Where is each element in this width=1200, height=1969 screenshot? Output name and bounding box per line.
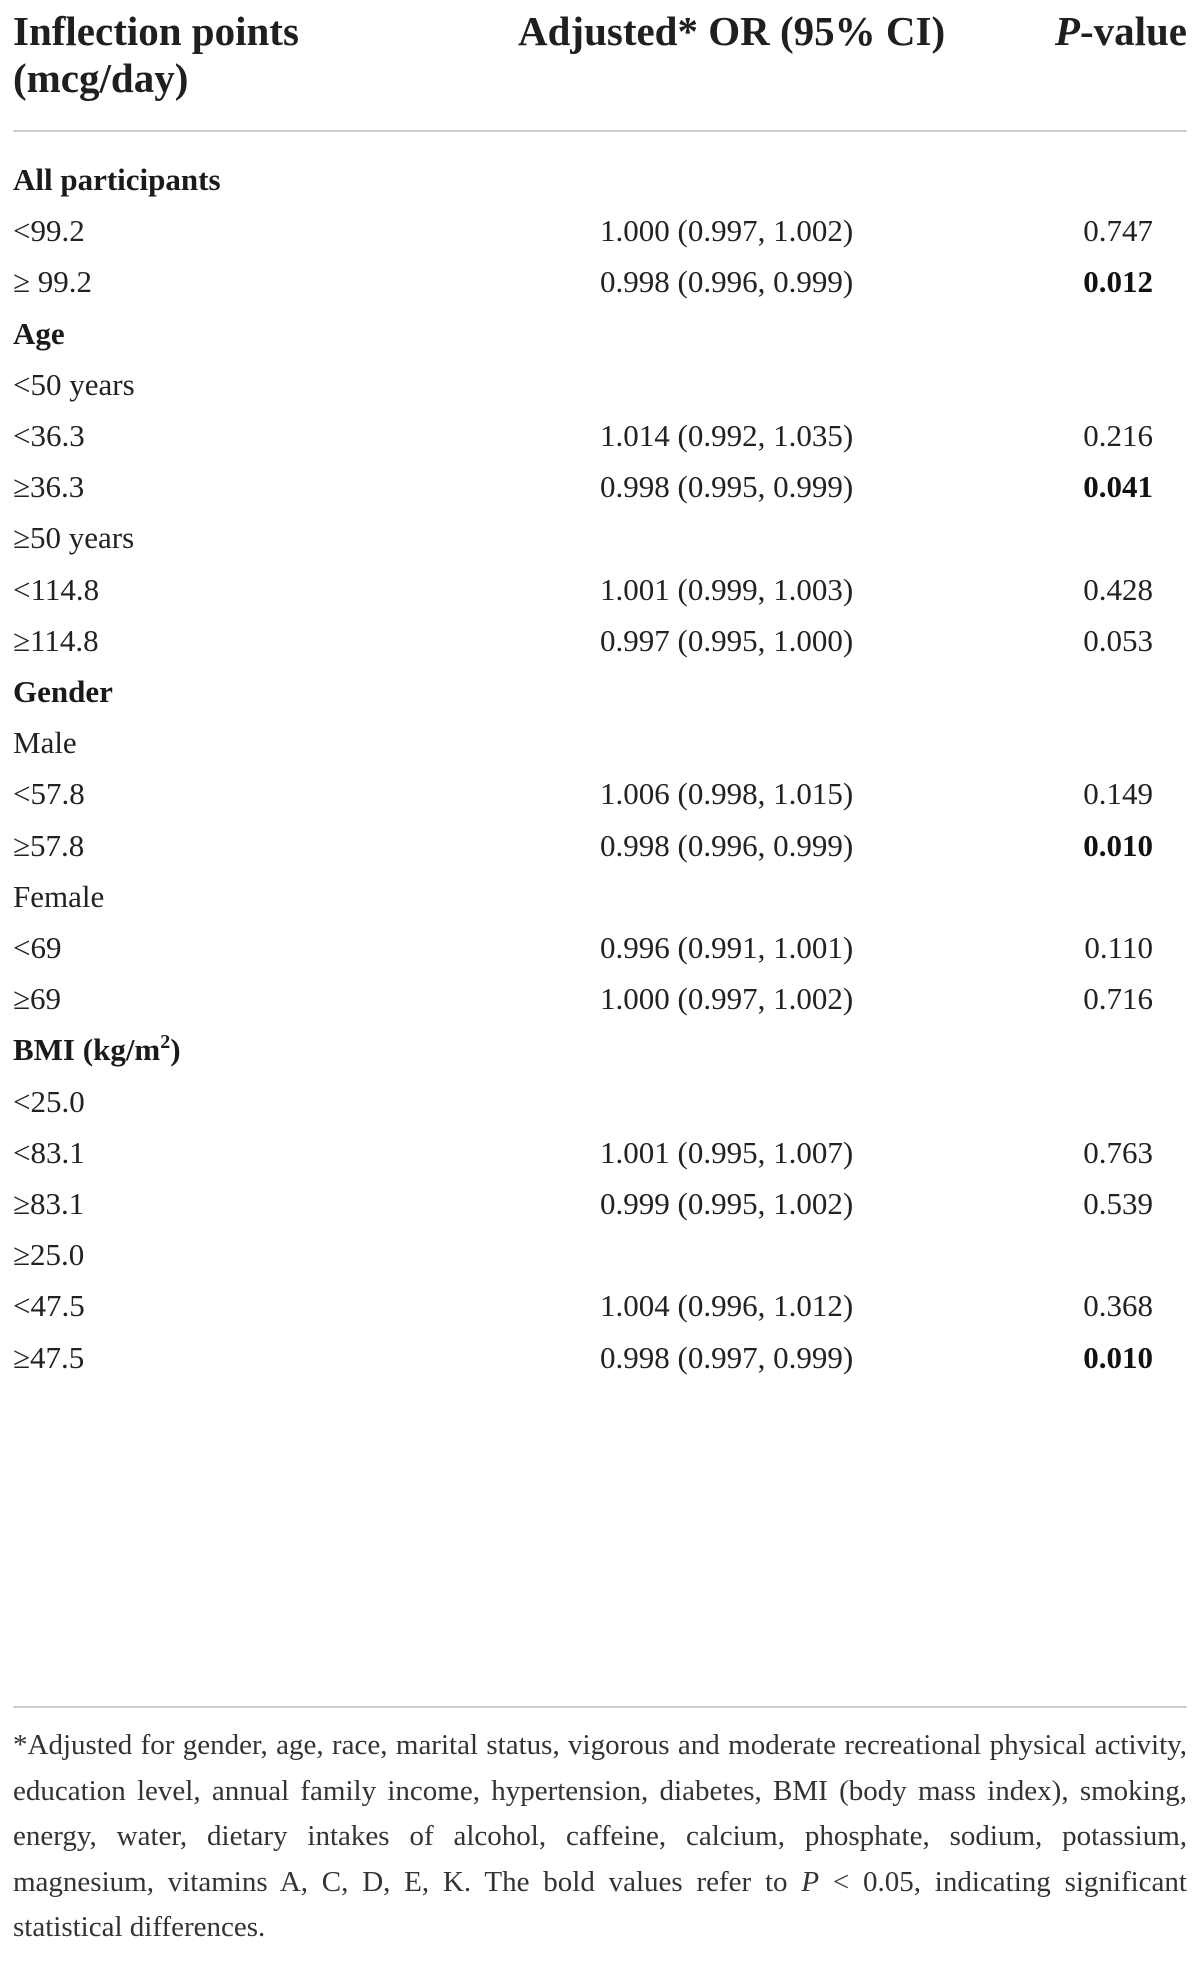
significant-p-value-cell: 0.041	[1083, 469, 1153, 505]
footnote-text: *Adjusted for gender, age, race, marital status, vigorous and moderate recreational physical activity, education level, annual family income, hypertension, diabetes, BMI (body mass index), smoking, energy, water, dietary intakes of alcohol, caffeine, calcium, phosphate, sodium, potassium, magnesium, vitamins A, C, D, E, K. The bold values refer to	[13, 1729, 1187, 1898]
row-label-text: ≥57.8	[13, 827, 85, 863]
superscript: 2	[160, 1031, 171, 1054]
row-label-text: BMI (kg/m	[13, 1032, 161, 1068]
footer-divider	[13, 1706, 1187, 1708]
odds-ratio-cell: 1.014 (0.992, 1.035)	[600, 418, 854, 453]
row-label-text: Age	[13, 315, 65, 351]
row-label-suffix: )	[170, 1032, 181, 1068]
row-label-text: ≥36.3	[13, 469, 85, 505]
row-label-text: <36.3	[13, 418, 85, 453]
row-label-text: Female	[13, 878, 105, 914]
significant-p-value-cell: 0.010	[1083, 1339, 1153, 1375]
odds-ratio-cell: 1.001 (0.995, 1.007)	[600, 1134, 854, 1170]
odds-ratio-cell: 1.001 (0.999, 1.003)	[600, 571, 854, 607]
row-label-text: <114.8	[13, 571, 100, 607]
header-divider	[13, 130, 1187, 132]
p-value-cell: 0.539	[1083, 1186, 1153, 1221]
odds-ratio-cell: 1.006 (0.998, 1.015)	[600, 776, 854, 812]
row-label-text: <57.8	[13, 776, 85, 812]
row-label-text: Gender	[13, 674, 113, 709]
odds-ratio-cell: 0.998 (0.995, 0.999)	[600, 469, 854, 505]
row-label	[13, 1326, 84, 1390]
p-value-cell: 0.368	[1083, 1288, 1153, 1324]
p-value-cell: 0.428	[1083, 571, 1153, 607]
row-label-text: ≥114.8	[13, 622, 99, 658]
significant-p-value-cell: 0.012	[1083, 264, 1153, 300]
p-value-cell: 0.110	[1084, 930, 1153, 965]
row-label-text: ≥47.5	[13, 1339, 85, 1375]
row-label-text: ≥50 years	[13, 520, 135, 556]
significant-p-value-cell: 0.010	[1083, 827, 1153, 863]
row-label-text: <25.0	[13, 1083, 85, 1119]
odds-ratio-cell: 0.997 (0.995, 1.000)	[600, 622, 854, 658]
footnote-p-symbol: P	[801, 1865, 820, 1898]
p-value-cell: 0.053	[1083, 622, 1153, 658]
odds-ratio-cell: 1.000 (0.997, 1.002)	[600, 213, 854, 249]
footnote-text-end: < 0.05, indicating significant statistical differences.	[13, 1865, 1187, 1943]
odds-ratio-cell: 0.998 (0.996, 0.999)	[600, 827, 854, 863]
table-footnote	[13, 1723, 1187, 1951]
column-header-p-value	[1055, 8, 1187, 55]
odds-ratio-cell: 1.000 (0.997, 1.002)	[600, 981, 854, 1017]
row-label-text: <69	[13, 930, 62, 965]
column-header-inflection-points	[13, 8, 473, 102]
row-label-text: ≥83.1	[13, 1186, 85, 1221]
row-label-text: <50 years	[13, 366, 135, 402]
odds-ratio-cell: 0.999 (0.995, 1.002)	[600, 1186, 854, 1221]
row-label-text: ≥ 99.2	[13, 264, 93, 300]
odds-ratio-cell: 1.004 (0.996, 1.012)	[600, 1288, 854, 1324]
odds-ratio-cell: 0.998 (0.997, 0.999)	[600, 1339, 854, 1375]
row-label-text: <83.1	[13, 1134, 85, 1170]
column-header-adjusted-or: Adjusted* OR (95% CI)	[518, 8, 946, 54]
odds-ratio-cell: 0.996 (0.991, 1.001)	[600, 930, 854, 965]
p-value-suffix: -value	[1079, 8, 1187, 54]
row-label-text: <99.2	[13, 213, 85, 249]
row-label-text: Male	[13, 725, 77, 761]
odds-ratio-cell: 0.998 (0.996, 0.999)	[600, 264, 854, 300]
row-label-text: ≥69	[13, 981, 62, 1017]
row-label-text: <47.5	[13, 1288, 85, 1324]
p-value-cell: 0.149	[1083, 776, 1153, 812]
p-symbol: P	[1054, 8, 1080, 54]
p-value-cell: 0.763	[1083, 1134, 1153, 1170]
table-row	[0, 1326, 1200, 1390]
row-label-text: All participants	[13, 162, 221, 197]
column-header-line-1: Inflection points	[13, 8, 299, 54]
p-value-cell: 0.216	[1083, 418, 1153, 453]
p-value-cell: 0.747	[1083, 213, 1153, 249]
p-value-cell: 0.716	[1083, 981, 1153, 1017]
column-header-line-2: (mcg/day)	[13, 55, 189, 101]
row-label-text: ≥25.0	[13, 1237, 85, 1273]
